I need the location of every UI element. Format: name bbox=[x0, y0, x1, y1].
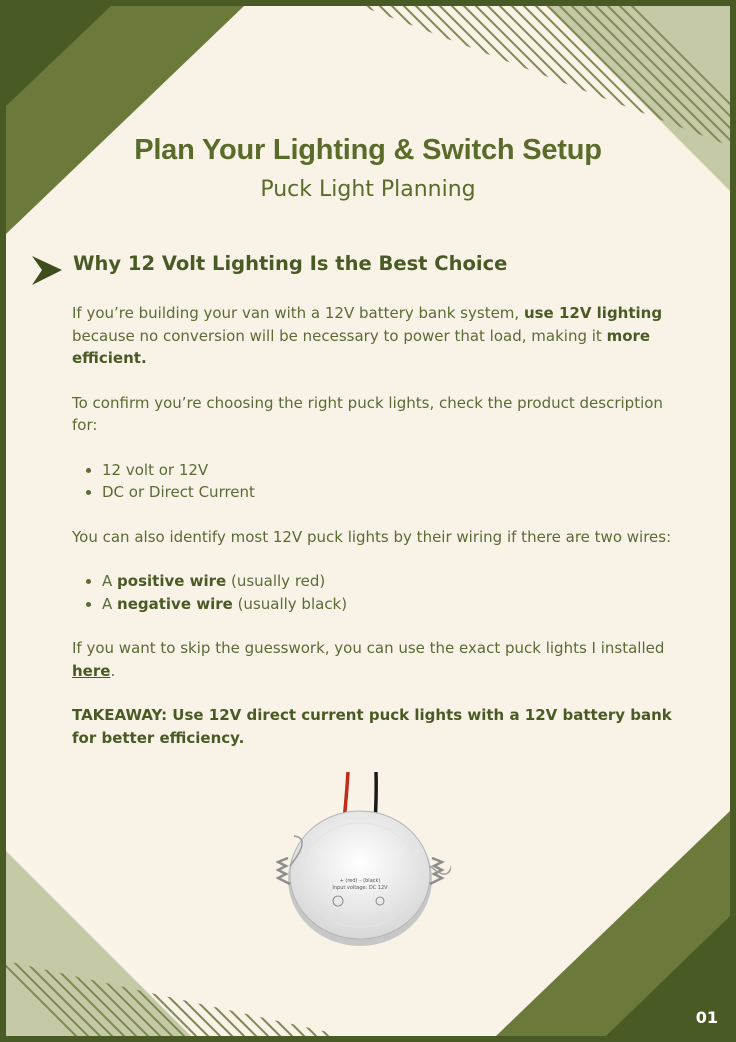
puck-label-voltage: Input voltage: DC 12V bbox=[332, 885, 388, 891]
page-subtitle: Puck Light Planning bbox=[260, 177, 476, 202]
chevron-right-icon bbox=[32, 256, 62, 286]
paragraph-wiring: You can also identify most 12V puck lights by their wiring if there are two wires: bbox=[72, 527, 672, 546]
check-list bbox=[72, 459, 678, 504]
section-heading: Why 12 Volt Lighting Is the Best Choice bbox=[73, 252, 508, 275]
page-title: Plan Your Lighting & Switch Setup bbox=[134, 134, 602, 166]
puck-label-wires: + (red) – (black) bbox=[339, 878, 381, 884]
paragraph-12v-battery: If you’re building your van with a 12V battery bank system, use 12V lighting because no conversion will be necessary to power that load, making it more efficient. bbox=[72, 304, 663, 367]
paragraph-confirm: To confirm you’re choosing the right puck lights, check the product description for: bbox=[72, 393, 663, 434]
list-item: • DC or Direct Current bbox=[102, 481, 678, 504]
document-page bbox=[6, 6, 730, 1036]
wire-list bbox=[72, 570, 678, 615]
section-body bbox=[72, 302, 678, 771]
page-number: 01 bbox=[695, 1008, 718, 1027]
here-link[interactable]: here bbox=[72, 661, 111, 680]
takeaway-text: TAKEAWAY: Use 12V direct current puck lights with a 12V battery bank for better efficiency. bbox=[72, 706, 672, 747]
paragraph-skip-guesswork: If you want to skip the guesswork, you can use the exact puck lights I installed here. bbox=[72, 639, 665, 680]
list-item: • A positive wire (usually red) bbox=[102, 570, 678, 593]
puck-light-image bbox=[276, 766, 451, 946]
list-item: • 12 volt or 12V bbox=[102, 459, 678, 482]
list-item: • A negative wire (usually black) bbox=[102, 593, 678, 616]
